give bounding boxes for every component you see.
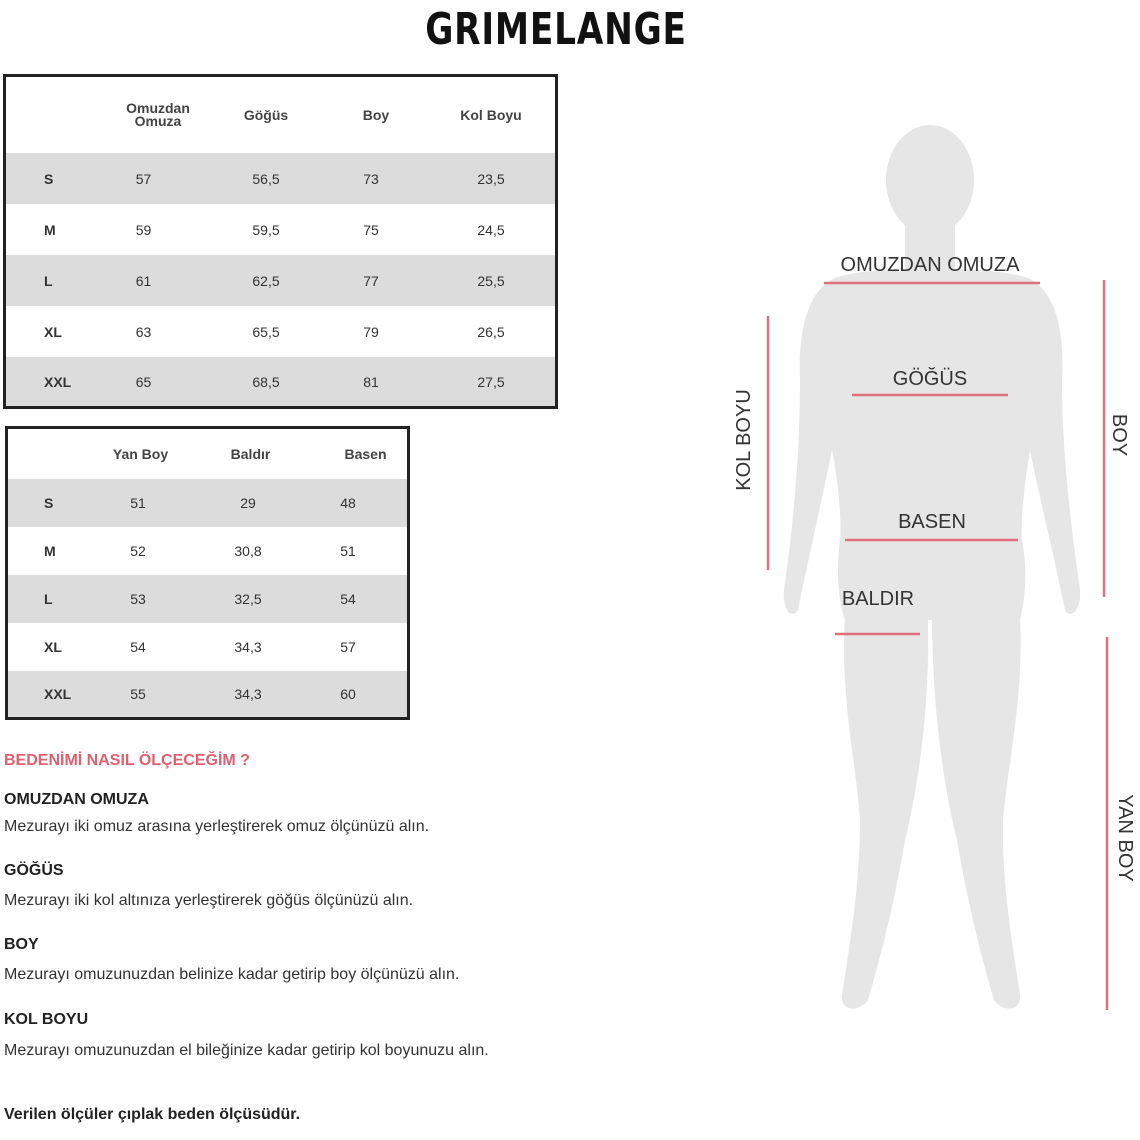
table-row (6, 204, 555, 255)
guide-item-text: Mezurayı iki omuz arasına yerleştirerek omuz ölçünüzü alın. (4, 818, 430, 835)
header-side-length: Yan Boy (112, 445, 169, 462)
length-cell: 73 (363, 170, 379, 187)
hip-cell: 51 (340, 543, 356, 559)
shoulder-label: OMUZDAN OMUZA (840, 254, 1020, 276)
chest-cell: 68,5 (252, 373, 280, 390)
length-label: BOY (1108, 413, 1130, 457)
guide-item-title: BOY (4, 936, 39, 953)
table-row (6, 357, 555, 406)
side-length-cell: 53 (130, 591, 146, 607)
header-size (18, 429, 78, 479)
table-row (8, 575, 407, 623)
size-cell: S (44, 495, 54, 511)
guide-item-title: OMUZDAN OMUZA (4, 791, 149, 808)
guide-item-text: Mezurayı omuzunuzdan el bileğinize kadar getirip kol boyunuzu alın. (4, 1042, 489, 1059)
table-row (8, 479, 407, 527)
thigh-label: BALDIR (841, 588, 915, 610)
table-row (8, 527, 407, 575)
table-row (8, 671, 407, 717)
thigh-cell: 29 (240, 495, 256, 511)
size-cell: L (44, 272, 53, 289)
size-cell: L (44, 591, 53, 607)
size-cell: M (44, 221, 56, 238)
table-row (6, 153, 555, 204)
size-cell: XXL (44, 373, 72, 390)
shoulder-cell: 65 (135, 373, 152, 390)
size-table-lower (5, 426, 410, 720)
table-row (6, 255, 555, 306)
guide-title: BEDENİMİ NASIL ÖLÇECEĞİM ? (4, 752, 250, 769)
size-cell: M (44, 543, 56, 559)
guide-item-title: KOL BOYU (4, 1011, 89, 1028)
sleeve-cell: 23,5 (477, 170, 505, 187)
table-header (8, 429, 407, 479)
measurement-note: Verilen ölçüler çıplak beden ölçüsüdür. (4, 1106, 301, 1123)
size-table-upper (3, 74, 558, 409)
side-length-cell: 54 (130, 639, 146, 655)
shoulder-cell: 59 (135, 221, 152, 238)
sleeve-cell: 27,5 (477, 373, 505, 390)
thigh-cell: 30,8 (234, 543, 262, 559)
length-cell: 79 (363, 323, 379, 340)
length-cell: 75 (363, 221, 379, 238)
header-chest: Göğüs (243, 106, 289, 123)
shoulder-cell: 57 (135, 170, 152, 187)
hip-cell: 60 (340, 686, 356, 702)
header-length: Boy (362, 106, 390, 123)
chest-cell: 65,5 (252, 323, 280, 340)
thigh-cell: 34,3 (234, 639, 262, 655)
header-hip: Basen (344, 445, 387, 462)
header-shoulder: Omuzdan Omuza (126, 100, 190, 129)
header-sleeve: Kol Boyu (460, 106, 522, 123)
chest-cell: 59,5 (252, 221, 280, 238)
table-row (8, 623, 407, 671)
chest-cell: 62,5 (252, 272, 280, 289)
length-cell: 81 (363, 373, 379, 390)
size-cell: XL (44, 323, 62, 340)
header-size (16, 77, 76, 153)
hip-cell: 57 (340, 639, 356, 655)
body-figure (700, 120, 1140, 1030)
side-length-label: YAN BOY (1114, 794, 1136, 882)
table-row (6, 306, 555, 357)
brand-logo: GRIMELANGE (425, 4, 687, 55)
side-length-cell: 51 (130, 495, 146, 511)
length-cell: 77 (363, 272, 379, 289)
thigh-cell: 32,5 (234, 591, 262, 607)
sleeve-cell: 24,5 (477, 221, 505, 238)
sleeve-label: KOL BOYU (733, 389, 755, 491)
header-thigh: Baldır (230, 445, 271, 462)
shoulder-cell: 63 (135, 323, 152, 340)
size-cell: S (44, 170, 54, 187)
thigh-cell: 34,3 (234, 686, 262, 702)
side-length-cell: 52 (130, 543, 146, 559)
size-cell: XL (44, 639, 62, 655)
size-cell: XXL (44, 686, 72, 702)
shoulder-cell: 61 (135, 272, 152, 289)
guide-item-text: Mezurayı iki kol altınıza yerleştirerek göğüs ölçünüzü alın. (4, 892, 414, 909)
hip-cell: 48 (340, 495, 356, 511)
chest-cell: 56,5 (252, 170, 280, 187)
side-length-cell: 55 (130, 686, 146, 702)
sleeve-cell: 26,5 (477, 323, 505, 340)
chest-label: GÖĞÜS (892, 368, 968, 390)
hip-label: BASEN (898, 511, 966, 533)
hip-cell: 54 (340, 591, 356, 607)
sleeve-cell: 25,5 (477, 272, 505, 289)
guide-item-text: Mezurayı omuzunuzdan belinize kadar getirip boy ölçünüzü alın. (4, 966, 460, 983)
guide-item-title: GÖĞÜS (4, 862, 64, 879)
table-header (6, 77, 555, 153)
